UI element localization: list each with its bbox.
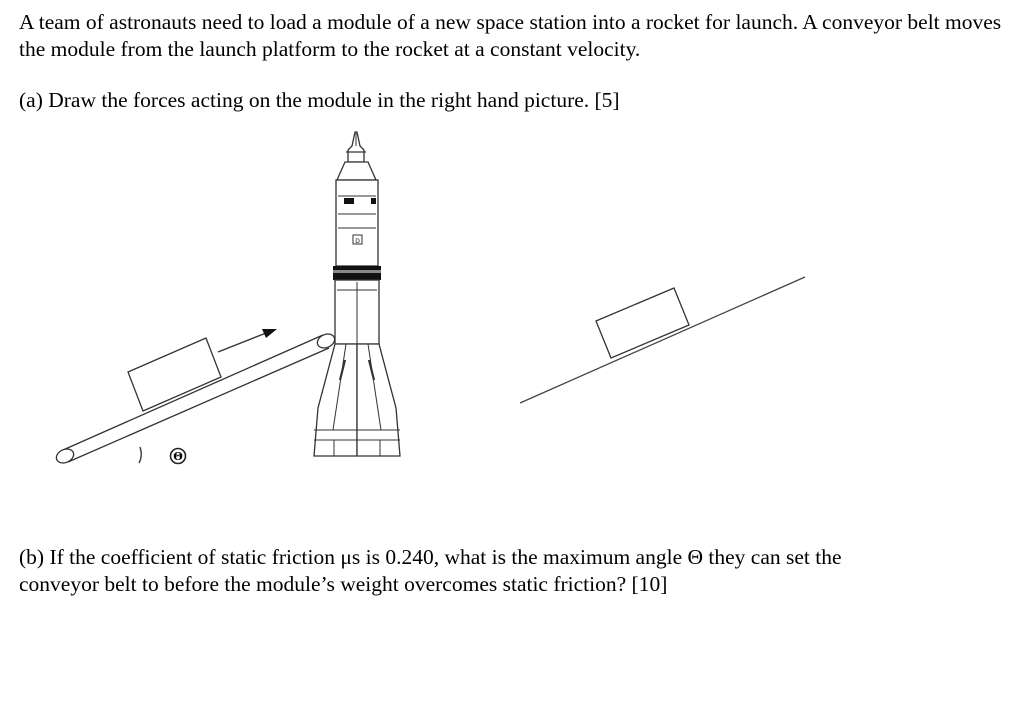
- part-b-line-2: conveyor belt to before the module’s weight overcomes static friction? [10]: [19, 572, 668, 596]
- angle-theta-label: [171, 449, 186, 464]
- rocket-panel-label: D: [355, 238, 360, 245]
- angle-arc: [139, 447, 141, 463]
- rocket: [314, 132, 400, 456]
- part-b-question: [19, 544, 1009, 598]
- problem-intro: A team of astronauts need to load a module of a new space station into a rocket for launch. A conveyor belt moves the module from the launch platform to the rocket at a constant velocity.: [19, 10, 1002, 61]
- part-a-question: (a) Draw the forces acting on the module in the right hand picture. [5]: [19, 88, 620, 112]
- module-on-incline: [596, 288, 689, 358]
- velocity-arrow: [218, 329, 277, 352]
- svg-text:Θ: Θ: [173, 450, 183, 463]
- part-b-line-1: (b) If the coefficient of static friction μs is 0.240, what is the maximum angle Θ they can set the: [19, 545, 842, 569]
